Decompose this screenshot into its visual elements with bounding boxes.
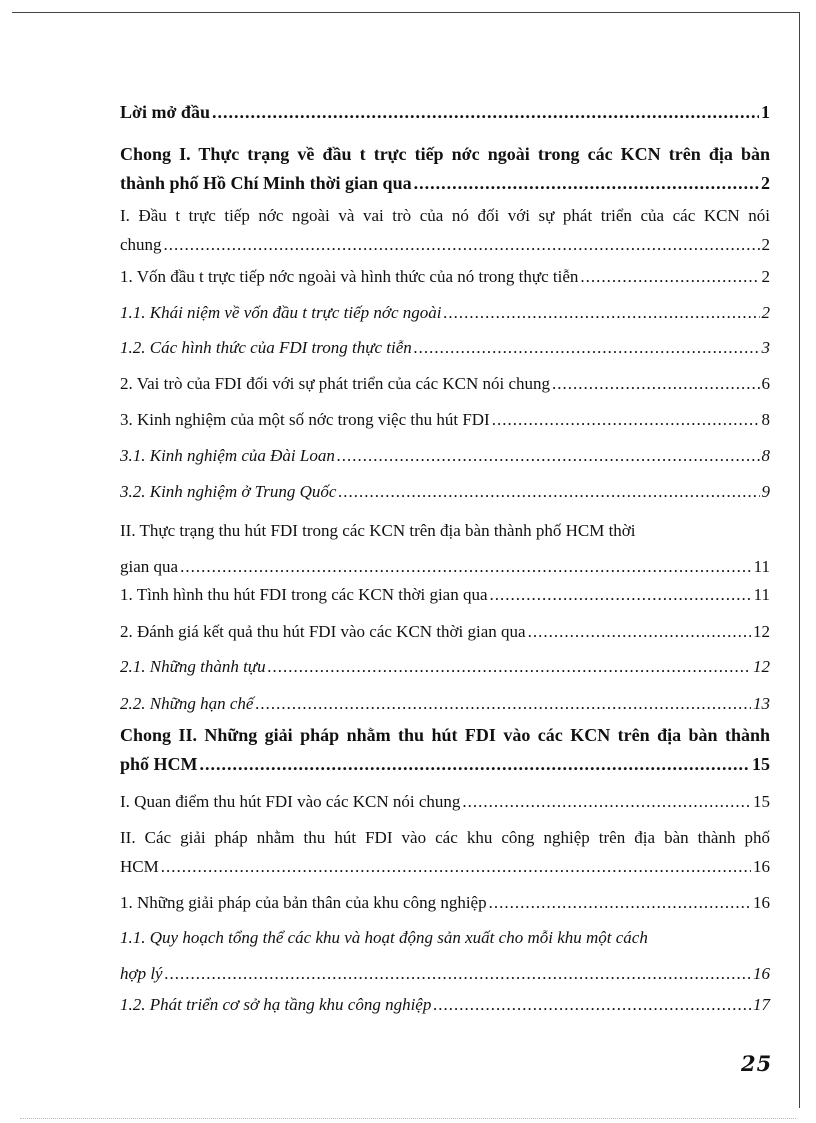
toc-entry[interactable]	[120, 140, 770, 198]
toc-entry[interactable]	[120, 405, 770, 434]
toc-entry-title: 3.1. Kinh nghiệm của Đài Loan	[120, 446, 335, 465]
toc-entry-title-line: 1.1. Quy hoạch tổng thể các khu và hoạt động sản xuất cho mỗi khu một cách	[120, 928, 648, 947]
toc-leader-dots	[528, 617, 751, 646]
toc-page-number: 1	[761, 102, 770, 122]
toc-page-number: 15	[752, 754, 770, 774]
toc-entry-title: hợp lý	[120, 964, 163, 983]
toc-entry-title-line: Chong I. Thực trạng về đầu t trực tiếp nớc ngoài trong các KCN trên địa bàn	[120, 144, 770, 164]
toc-page-number: 12	[753, 622, 770, 641]
toc-entry-title: 2. Đánh giá kết quả thu hút FDI vào các KCN thời gian qua	[120, 622, 526, 641]
toc-entry-title-line: Chong II. Những giải pháp nhằm thu hút FDI vào các KCN trên địa bàn thành	[120, 725, 770, 745]
toc-page-number: 11	[753, 557, 770, 576]
toc-leader-dots	[414, 169, 759, 198]
toc-entry-title-line: I. Đầu t trực tiếp nớc ngoài và vai trò của nó đối với sự phát triển của các KCN nói	[120, 206, 770, 225]
toc-entry-title: gian qua	[120, 557, 179, 576]
toc-page-number: 2	[761, 267, 770, 286]
toc-entry-title: chung	[120, 235, 162, 254]
toc-page-number: 16	[753, 893, 770, 912]
toc-entry[interactable]	[120, 262, 770, 291]
toc-entry[interactable]	[120, 617, 770, 646]
toc-entry-title: 2. Vai trò của FDI đối với sự phát triển của các KCN nói chung	[120, 374, 551, 393]
toc-leader-dots	[212, 98, 759, 127]
toc-entry-title: 1. Tình hình thu hút FDI trong các KCN thời gian qua	[120, 585, 488, 604]
footer-divider	[20, 1118, 796, 1119]
toc-page-number: 3	[761, 338, 770, 357]
toc-leader-dots	[161, 852, 751, 881]
toc-page-number: 17	[753, 995, 770, 1014]
toc-entry[interactable]	[120, 787, 770, 816]
toc-entry[interactable]	[120, 441, 770, 470]
toc-leader-dots	[255, 689, 751, 718]
toc-entry-title: 2.1. Những thành tựu	[120, 657, 266, 676]
toc-page-number: 13	[753, 694, 770, 713]
toc-leader-dots	[338, 477, 759, 506]
toc-page-number: 16	[753, 857, 770, 876]
toc-leader-dots	[443, 298, 759, 327]
toc-entry-title: 1.1. Khái niệm về vốn đầu t trực tiếp nớc ngoài	[120, 303, 442, 322]
toc-page-number: 11	[753, 585, 770, 604]
toc-entry-title-line: II. Các giải pháp nhằm thu hút FDI vào các khu công nghiệp trên địa bàn thành phố	[120, 828, 770, 847]
toc-leader-dots	[164, 230, 760, 259]
toc-page-number: 15	[753, 792, 770, 811]
toc-entry-title: HCM	[120, 857, 159, 876]
toc-leader-dots	[165, 956, 751, 992]
toc-entry[interactable]	[120, 333, 770, 362]
toc-page-number: 2	[761, 303, 770, 322]
toc-entry-title-line: II. Thực trạng thu hút FDI trong các KCN trên địa bàn thành phố HCM thời	[120, 521, 636, 540]
toc-entry[interactable]	[120, 98, 770, 127]
toc-page-number: 2	[761, 173, 770, 193]
toc-leader-dots	[489, 888, 751, 917]
toc-page-number: 16	[753, 964, 770, 983]
page-number: 25	[741, 1051, 773, 1076]
toc-entry[interactable]	[120, 298, 770, 327]
toc-leader-dots	[490, 580, 752, 609]
toc-leader-dots	[200, 750, 750, 779]
toc-entry-title: Lời mở đầu	[120, 102, 210, 122]
toc-leader-dots	[337, 441, 760, 470]
toc-page-number: 8	[761, 446, 770, 465]
toc-page-number: 8	[761, 410, 770, 429]
toc-leader-dots	[580, 262, 759, 291]
toc-entry-title: 3. Kinh nghiệm của một số nớc trong việc thu hút FDI	[120, 410, 490, 429]
toc-entry[interactable]	[120, 920, 770, 992]
toc-entry-title: 1. Vốn đầu t trực tiếp nớc ngoài và hình thức của nó trong thực tiễn	[120, 267, 579, 286]
toc-leader-dots	[268, 652, 751, 681]
toc-entry[interactable]	[120, 580, 770, 609]
toc-entry[interactable]	[120, 689, 770, 718]
toc-page-number: 6	[761, 374, 770, 393]
toc-leader-dots	[433, 990, 751, 1019]
toc-entry[interactable]	[120, 201, 770, 259]
toc-entry-title: 3.2. Kinh nghiệm ở Trung Quốc	[120, 482, 337, 501]
toc-entry[interactable]	[120, 369, 770, 398]
toc-entry-title: 1.2. Các hình thức của FDI trong thực tiễn	[120, 338, 412, 357]
toc-entry[interactable]	[120, 888, 770, 917]
toc-entry-title: 1. Những giải pháp của bản thân của khu công nghiệp	[120, 893, 487, 912]
toc-entry-title: phố HCM	[120, 754, 198, 774]
toc-leader-dots	[492, 405, 760, 434]
toc-leader-dots	[552, 369, 759, 398]
toc-entry-title: thành phố Hồ Chí Minh thời gian qua	[120, 173, 412, 193]
toc-entry[interactable]	[120, 477, 770, 506]
toc-leader-dots	[462, 787, 751, 816]
toc-entry[interactable]	[120, 823, 770, 881]
toc-page-number: 12	[753, 657, 770, 676]
toc-page-number: 9	[761, 482, 770, 501]
toc-entry[interactable]	[120, 652, 770, 681]
toc-leader-dots	[414, 333, 760, 362]
toc-entry[interactable]	[120, 990, 770, 1019]
toc-entry-title: I. Quan điểm thu hút FDI vào các KCN nói chung	[120, 792, 461, 811]
toc-entry[interactable]	[120, 513, 770, 585]
toc-entry-title: 1.2. Phát triển cơ sở hạ tầng khu công nghiệp	[120, 995, 432, 1014]
toc-entry-title: 2.2. Những hạn chế	[120, 694, 254, 713]
toc-page-number: 2	[761, 235, 770, 254]
toc-entry[interactable]	[120, 721, 770, 779]
